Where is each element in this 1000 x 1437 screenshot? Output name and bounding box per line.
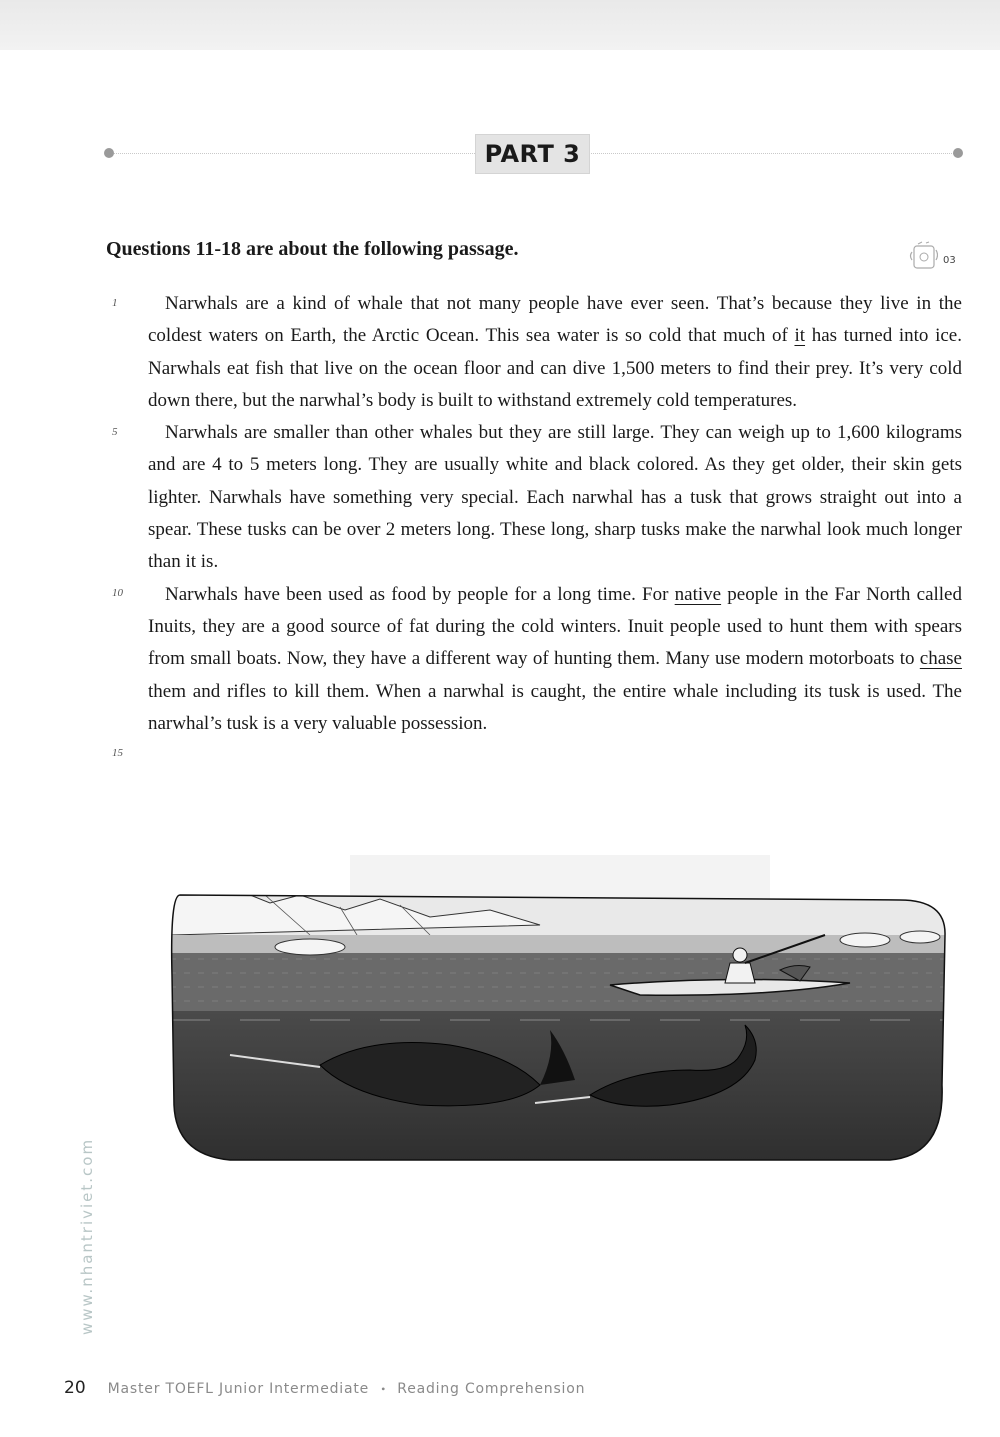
paragraph-1: Narwhals are a kind of whale that not many people have ever seen. That’s because they live in the coldest waters on Earth, the Arctic Ocean. This sea water is so cold that much of it has turned into ice. Narwhals eat fish that live on the ocean floor and can dive 1,500 meters to find their prey. It’s very cold down there, but the narwhal’s body is built to withstand extremely cold temperatures.	[148, 293, 962, 411]
line-number: 5	[112, 426, 118, 438]
underlined-word-it: it	[794, 325, 806, 347]
line-number: 1	[112, 297, 118, 309]
part-divider-right	[589, 153, 954, 154]
line-number: 15	[112, 747, 123, 759]
top-band	[0, 0, 1000, 50]
narwhal-hunt-illustration	[170, 855, 950, 1165]
book-title: Master TOEFL Junior Intermediate	[107, 1381, 370, 1397]
part-label: PART 3	[475, 134, 590, 174]
paragraph-2: Narwhals are smaller than other whales but they are still large. They can weigh up to 1,600 kilograms and are 4 to 5 meters long. They are usually white and black colored. As they get older, their skin gets lighter. Narwhals have something very special. Each narwhal has a tusk that grows straight out into a spear. These tusks can be over 2 meters long. These long, sharp tusks make the narwhal look much longer than it is.	[148, 422, 962, 573]
underlined-word-native: native	[674, 583, 722, 605]
section-title: Reading Comprehension	[397, 1381, 586, 1397]
questions-heading: Questions 11-18 are about the following passage.	[106, 238, 519, 260]
audio-track-number: 03	[943, 255, 956, 266]
divider-dot-left	[104, 148, 114, 158]
audio-cd-icon	[908, 240, 938, 270]
divider-dot-right	[953, 148, 963, 158]
part-divider-left	[112, 153, 475, 154]
line-number: 10	[112, 587, 123, 599]
side-watermark: www.nhantriviet.com	[78, 1137, 96, 1335]
underlined-word-chase: chase	[919, 648, 962, 670]
page-number: 20	[64, 1378, 86, 1398]
footer-separator: •	[381, 1382, 386, 1396]
page-footer	[64, 1378, 585, 1398]
paragraph-3: Narwhals have been used as food by people for a long time. For native people in the Far North called Inuits, they are a good source of fat during the cold winters. Inuit people used to hunt them with spears from small boats. Now, they have a different way of hunting them. Many use modern motorboats to chase them and rifles to kill them. When a narwhal is caught, the entire whale including its tusk is used. The narwhal’s tusk is a very valuable possession.	[148, 583, 962, 734]
reading-passage	[148, 288, 962, 740]
